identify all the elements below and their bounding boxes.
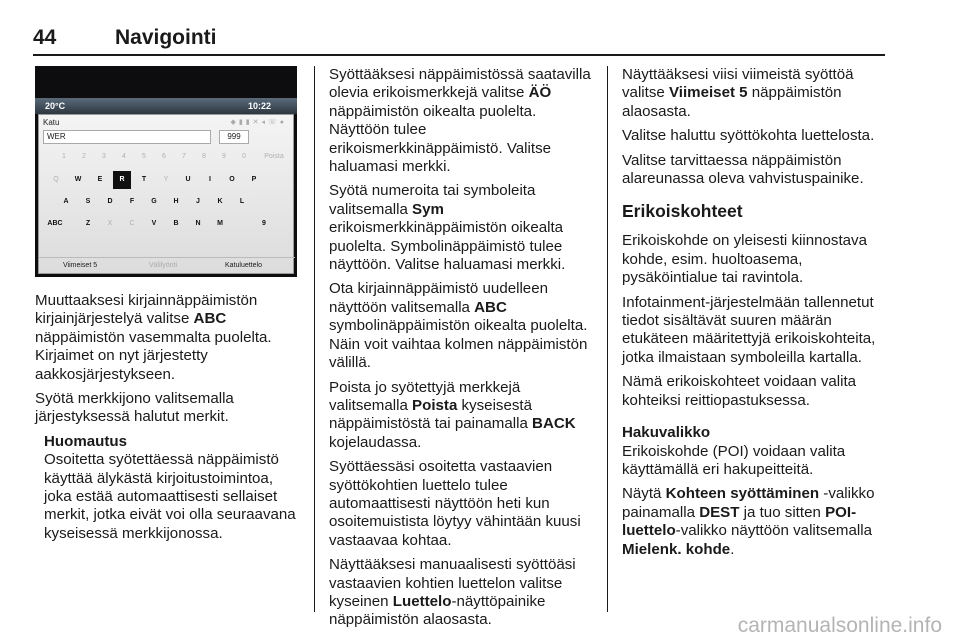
- delete-key: Poista: [264, 153, 284, 160]
- key: F: [129, 198, 135, 205]
- watermark: carmanualsonline.info: [737, 614, 942, 637]
- field-title: Katu: [43, 118, 60, 127]
- page-number: 44: [33, 26, 57, 49]
- key: O: [229, 176, 235, 183]
- note-title: Huomautus: [44, 432, 128, 450]
- key: G: [151, 198, 157, 205]
- status-icons: ◆▮▮✕◂☏●: [230, 119, 287, 126]
- key: S: [85, 198, 91, 205]
- paragraph: Erikoiskohde on yleisesti kiinnostava kohde, esim. huoltoasema, pysäköintialue tai ravintola.: [622, 232, 867, 287]
- column-divider: [607, 66, 608, 612]
- column-divider: [314, 66, 315, 612]
- column-2: [329, 66, 597, 636]
- paragraph: Syötä numeroita tai symboleita valitsemalla Sym erikoismerkkinäppäimistön oikealta puolelta. Symbolinäppäimistö tulee näyttöön. Valitse haluamasi merkki.: [329, 182, 566, 274]
- paragraph: Syöttäessäsi osoitetta vastaavien syöttökohtien luettelo tulee automaattisesti näyttöön heti kun osoitemuistista löytyy vähintään kuusi vastaavaa kohtaa.: [329, 458, 581, 549]
- chapter-title: Navigointi: [115, 26, 217, 49]
- key: D: [107, 198, 113, 205]
- temperature-readout: 20°C: [45, 101, 66, 111]
- status-bar: [35, 98, 297, 114]
- paragraph: Näyttääksesi manuaalisesti syöttöäsi vastaavien kohtien luettelon valitse kyseinen Luettelo-näyttöpainike näppäimistön alaosasta.: [329, 556, 576, 629]
- key: V: [151, 220, 157, 227]
- column-3: [622, 66, 890, 565]
- key: H: [173, 198, 179, 205]
- key: N: [195, 220, 201, 227]
- recent-5-button: Viimeiset 5: [63, 262, 98, 269]
- section-heading: Erikoiskohteet: [622, 201, 743, 222]
- key: K: [217, 198, 223, 205]
- page-header: [33, 26, 885, 56]
- key: L: [239, 198, 245, 205]
- paragraph: Näytä Kohteen syöttäminen -valikko painamalla DEST ja tuo sitten POI-luettelo-valikko näyttöön valitsemalla Mielenk. kohde.: [622, 485, 875, 558]
- paragraph: Infotainment-järjestelmään tallennetut tiedot sisältävät suuren määrän etukäteen määritettyjä erikoiskohteita, jotka ilmaistaan symboleilla kartalla.: [622, 293, 876, 366]
- abc-key: ABC: [47, 220, 63, 227]
- keyboard-row-1: [39, 171, 295, 189]
- key: J: [196, 198, 200, 205]
- keyboard-row-numbers: [39, 148, 295, 166]
- paragraph: Valitse haluttu syöttökohta luettelosta.: [622, 127, 875, 145]
- street-list-button: Katuluettelo: [225, 262, 262, 269]
- key: Y: [163, 176, 169, 183]
- key: I: [209, 176, 211, 183]
- key: W: [74, 176, 82, 183]
- paragraph: Syötä merkkijono valitsemalla järjestyksessä halutut merkit.: [35, 390, 234, 426]
- key: A: [63, 198, 69, 205]
- note-box: [35, 433, 300, 543]
- keyboard-row-3: [39, 215, 295, 233]
- key: 3: [102, 153, 106, 160]
- keyboard-screenshot: [35, 66, 297, 277]
- key: C: [129, 220, 135, 227]
- key: U: [185, 176, 191, 183]
- column-1: [35, 292, 300, 543]
- clock-readout: 10:22: [247, 101, 271, 111]
- note-text: Osoitetta syötettäessä näppäimistö käyttää älykästä kirjoitustoimintoa, joka estää automaattisesti sellaiset merkit, jotka eivät voi olla seuraavana kyseisessä merkkijonossa.: [44, 451, 296, 542]
- paragraph: Erikoiskohde (POI) voidaan valita käyttämällä eri hakupeitteitä.: [622, 442, 846, 478]
- keyboard-screen: [38, 114, 294, 274]
- key: 4: [122, 153, 126, 160]
- key: E: [97, 176, 103, 183]
- key: 8: [202, 153, 206, 160]
- paragraph: Valitse tarvittaessa näppäimistön alareunassa oleva vahvistuspainike.: [622, 151, 864, 188]
- paragraph: Nämä erikoiskohteet voidaan valita kohteiksi reittiopastuksessa.: [622, 373, 857, 409]
- key: M: [217, 220, 223, 227]
- key: T: [141, 176, 147, 183]
- key: P: [251, 176, 257, 183]
- key: 2: [82, 153, 86, 160]
- key: 5: [142, 153, 146, 160]
- paragraph: Muuttaaksesi kirjainnäppäimistön kirjainjärjestelyä valitse ABC näppäimistön vasemmalta puolelta. Kirjaimet on nyt järjestetty aakkosjärjestykseen.: [35, 292, 272, 383]
- keyboard-row-2: [39, 193, 295, 211]
- paragraph: Syöttääksesi näppäimistössä saatavilla olevia erikoismerkkejä valitse ÄÖ näppäimistön oikealta puolelta. Näyttöön tulee erikoismerkkinäppäimistö. Valitse haluamasi merkki.: [329, 66, 591, 176]
- key: Q: [53, 176, 59, 183]
- text-input: WER: [43, 130, 211, 144]
- key: 7: [182, 153, 186, 160]
- number-input: 999: [219, 130, 249, 144]
- key: X: [107, 220, 113, 227]
- key: 9: [262, 220, 266, 227]
- key: 6: [162, 153, 166, 160]
- key: B: [173, 220, 179, 227]
- key: 9: [222, 153, 226, 160]
- sub-heading: Hakuvalikko: [622, 424, 711, 442]
- paragraph: Poista jo syötettyjä merkkejä valitsemalla Poista kyseisestä näppäimistöstä tai painamalla BACK kojelaudassa.: [329, 378, 576, 451]
- paragraph: Näyttääksesi viisi viimeistä syöttöä valitse Viimeiset 5 näppäimistön alaosasta.: [622, 66, 854, 120]
- key: 0: [242, 153, 246, 160]
- key: Z: [85, 220, 91, 227]
- space-button: Välilyönti: [149, 262, 178, 269]
- keyboard-footer: [39, 257, 295, 273]
- key-selected: R: [113, 171, 131, 189]
- paragraph: Ota kirjainnäppäimistö uudelleen näyttöön valitsemalla ABC symbolinäppäimistön oikealta puolelta. Näin voit vaihtaa kolmen näppäimistön välillä.: [329, 280, 588, 372]
- key: 1: [62, 153, 66, 160]
